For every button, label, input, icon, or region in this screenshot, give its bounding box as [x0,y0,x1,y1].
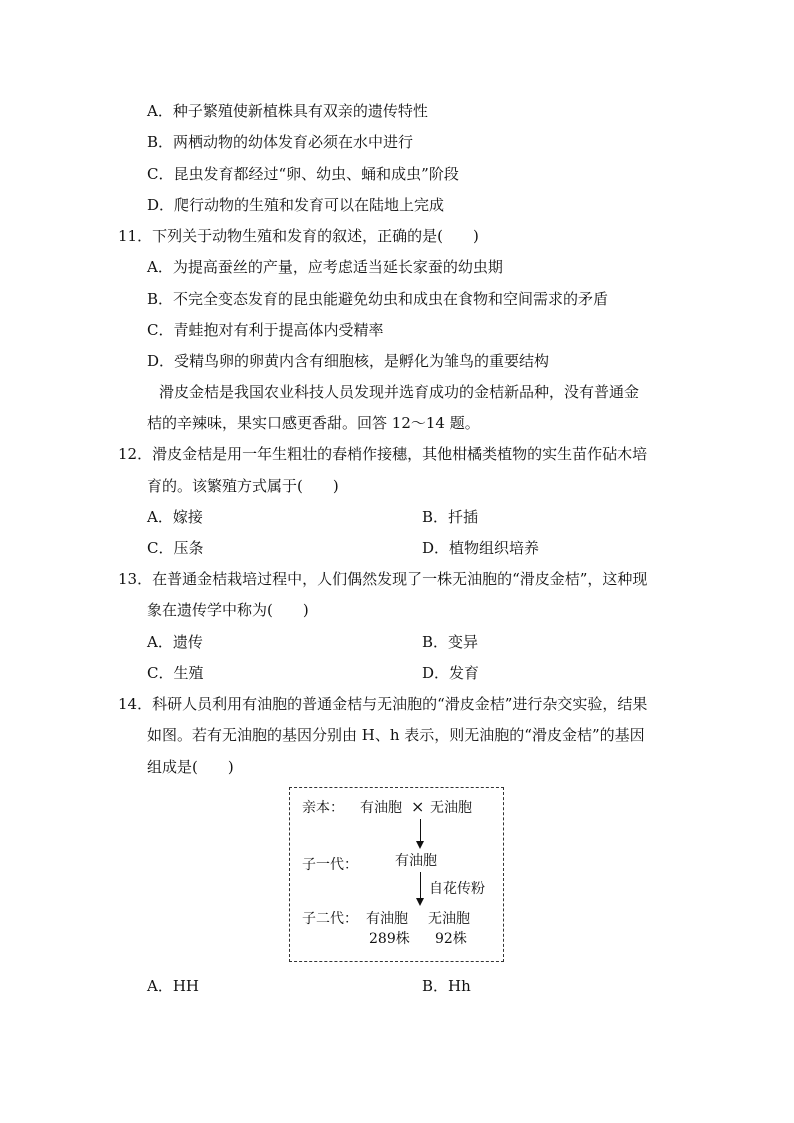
f2-without-oil-glands-count: 92株 [435,931,467,947]
q12-option-b: B．扦插 [422,508,479,526]
q14-option-b: B．Hh [422,977,471,995]
q13-option-d: D．发育 [422,664,480,682]
q13-stem-line-2: 象在遗传学中称为( ) [147,601,309,619]
q14-stem-line-3: 组成是( ) [147,758,234,776]
parent-with-oil-glands: 有油胞 [360,800,402,816]
q11-option-b: B．不完全变态发育的昆虫能避免幼虫和成虫在食物和空间需求的矛盾 [147,290,609,308]
f2-label: 子二代： [302,911,358,927]
q14-stem-line-1: 14．科研人员利用有油胞的普通金桔与无油胞的“滑皮金桔”进行杂交实验，结果 [118,695,648,713]
q12-option-c: C．压条 [147,539,204,557]
parent-without-oil-glands: 无油胞 [430,800,472,816]
cross-arrow-line [420,819,421,843]
q12-option-a: A．嫁接 [147,508,203,526]
q10-option-d: D．爬行动物的生殖和发育可以在陆地上完成 [147,196,445,214]
f2-without-oil-glands: 无油胞 [428,911,470,927]
q10-option-a: A．种子繁殖使新植株具有双亲的遗传特性 [147,102,428,120]
q11-option-a: A．为提高蚕丝的产量，应考虑适当延长家蚕的幼虫期 [147,258,503,276]
q13-option-c: C．生殖 [147,664,204,682]
q14-stem-line-2: 如图。若有无油胞的基因分别由 H、h 表示，则无油胞的“滑皮金桔”的基因 [147,726,645,744]
q11-option-c: C．青蛙抱对有利于提高体内受精率 [147,321,384,339]
q10-option-b: B．两栖动物的幼体发育必须在水中进行 [147,133,414,151]
parents-label: 亲本： [302,800,344,816]
q13-option-b: B．变异 [422,633,479,651]
f1-offspring: 有油胞 [395,853,437,869]
f1-label: 子一代： [302,857,358,873]
q11-option-d: D．受精鸟卵的卵黄内含有细胞核，是孵化为雏鸟的重要结构 [147,352,550,370]
q12-stem-line-2: 育的。该繁殖方式属于( ) [147,477,339,495]
q12-stem-line-1: 12．滑皮金桔是用一年生粗壮的春梢作接穗，其他柑橘类植物的实生苗作砧木培 [118,445,648,463]
q13-stem-line-1: 13．在普通金桔栽培过程中，人们偶然发现了一株无油胞的“滑皮金桔”，这种现 [118,570,648,588]
f2-with-oil-glands: 有油胞 [366,911,408,927]
q12-option-d: D．植物组织培养 [422,539,540,557]
cross-symbol: × [411,797,425,816]
passage-line-2: 桔的辛辣味，果实口感更香甜。回答 12～14 题。 [147,414,480,432]
f2-with-oil-glands-count: 289株 [369,931,410,947]
cross-diagram [289,787,504,962]
q11-stem: 11．下列关于动物生殖和发育的叙述，正确的是( ) [118,227,479,245]
q13-option-a: A．遗传 [147,633,203,651]
q14-option-a: A．HH [147,977,199,995]
selfing-arrow-line [420,872,421,900]
selfing-arrow-head [416,898,424,906]
cross-arrow-head [416,841,424,849]
passage-line-1: 滑皮金桔是我国农业科技人员发现并选育成功的金桔新品种，没有普通金 [159,383,640,401]
self-pollination-label: 自花传粉 [429,881,485,897]
q10-option-c: C．昆虫发育都经过“卵、幼虫、蛹和成虫”阶段 [147,165,459,183]
